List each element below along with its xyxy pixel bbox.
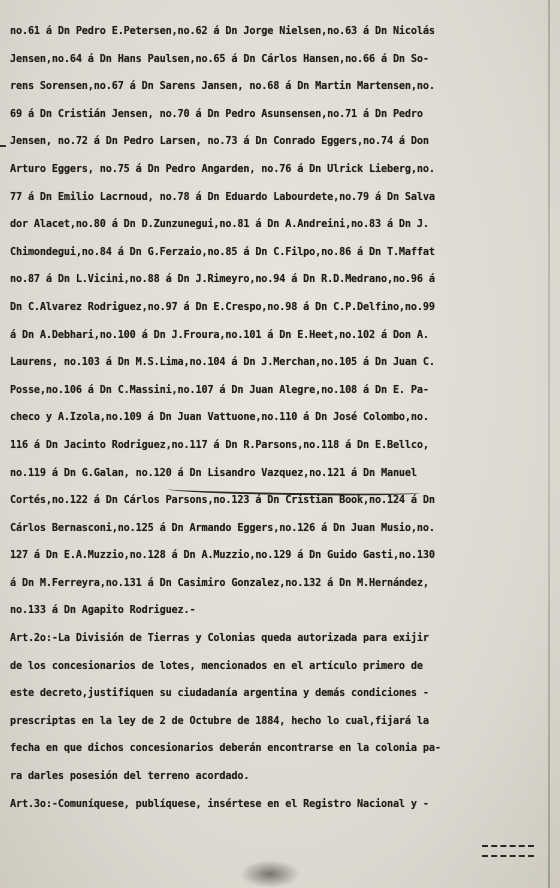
text-line: rens Sorensen,no.67 á Dn Sarens Jansen, no.68 á Dn Martin Martensen,no. bbox=[10, 81, 435, 93]
text-line: Laurens, no.103 á Dn M.S.Lima,no.104 á Dn J.Merchan,no.105 á Dn Juan C. bbox=[10, 357, 435, 369]
text-line: Jensen, no.72 á Dn Pedro Larsen, no.73 á Dn Conrado Eggers,no.74 á Don bbox=[10, 136, 429, 148]
text-line: Dn C.Alvarez Rodriguez,no.97 á Dn E.Crespo,no.98 á Dn C.P.Delfino,no.99 bbox=[10, 301, 435, 313]
ink-stain bbox=[240, 860, 300, 888]
text-line: no.61 á Dn Pedro E.Petersen,no.62 á Dn Jorge Nielsen,no.63 á Dn Nicolás bbox=[10, 26, 435, 37]
text-line: este decreto,justifiquen su ciudadanía argentina y demás condiciones - bbox=[10, 688, 429, 700]
text-line: Cortés,no.122 á Dn Cárlos Parsons,no.123 á Dn Cristian Book,no.124 á Dn bbox=[10, 495, 435, 507]
text-line: no.119 á Dn G.Galan, no.120 á Dn Lisandro Vazquez,no.121 á Dn Manuel bbox=[10, 467, 417, 479]
text-line: no.133 á Dn Agapito Rodriguez.- bbox=[10, 605, 196, 617]
text-line: 116 á Dn Jacinto Rodriguez,no.117 á Dn R.Parsons,no.118 á Dn E.Bellco, bbox=[10, 439, 429, 451]
text-line: ra darles posesión del terreno acordado. bbox=[10, 771, 250, 783]
text-line: dor Alacet,no.80 á Dn D.Zunzunegui,no.81 á Dn A.Andreini,no.83 á Dn J. bbox=[10, 219, 429, 231]
text-line: fecha en que dichos concesionarios deberán encontrarse en la colonia pa- bbox=[10, 743, 441, 755]
margin-mark bbox=[0, 145, 6, 147]
text-line: prescriptas en la ley de 2 de Octubre de 1884, hecho lo cual,fijará la bbox=[10, 715, 429, 727]
article-3-line: Art.3o:-Comuníquese, publíquese, insértese en el Registro Nacional y - bbox=[10, 798, 429, 810]
text-line: 69 á Dn Cristián Jensen, no.70 á Dn Pedro Asunsensen,no.71 á Dn Pedro bbox=[10, 108, 423, 120]
text-line: de los concesionarios de lotes, mencionados en el artículo primero de bbox=[10, 660, 423, 672]
text-line: checo y A.Izola,no.109 á Dn Juan Vattuone,no.110 á Dn José Colombo,no. bbox=[10, 412, 429, 424]
text-line: Chimondegui,no.84 á Dn G.Ferzaio,no.85 á Dn C.Filpo,no.86 á Dn T.Maffat bbox=[10, 246, 435, 258]
text-line: Cárlos Bernasconi,no.125 á Dn Armando Eggers,no.126 á Dn Juan Musio,no. bbox=[10, 522, 435, 534]
text-line: Posse,no.106 á Dn C.Massini,no.107 á Dn Juan Alegre,no.108 á Dn E. Pa- bbox=[10, 384, 429, 396]
text-line: 77 á Dn Emilio Lacrnoud, no.78 á Dn Eduardo Labourdete,no.79 á Dn Salva bbox=[10, 191, 435, 203]
text-line: Jensen,no.64 á Dn Hans Paulsen,no.65 á Dn Cárlos Hansen,no.66 á Dn So- bbox=[10, 53, 429, 65]
text-line: Arturo Eggers, no.75 á Dn Pedro Angarden, no.76 á Dn Ulrick Lieberg,no. bbox=[10, 163, 435, 175]
text-line: no.87 á Dn L.Vicini,no.88 á Dn J.Rimeyro,no.94 á Dn R.D.Medrano,no.96 á bbox=[10, 274, 435, 286]
text-line: á Dn A.Debhari,no.100 á Dn J.Froura,no.101 á Dn E.Heet,no.102 á Don A. bbox=[10, 329, 429, 341]
page-fold-line bbox=[548, 0, 550, 888]
decree-text bbox=[10, 18, 542, 818]
text-line: 127 á Dn E.A.Muzzio,no.128 á Dn A.Muzzio,no.129 á Dn Guido Gasti,no.130 bbox=[10, 550, 435, 562]
article-2-line: Art.2o:-La División de Tierras y Colonias queda autorizada para exijir bbox=[10, 633, 429, 645]
closing-dash-mark bbox=[482, 845, 534, 857]
text-line: á Dn M.Ferreyra,no.131 á Dn Casimiro Gonzalez,no.132 á Dn M.Hernández, bbox=[10, 577, 429, 589]
